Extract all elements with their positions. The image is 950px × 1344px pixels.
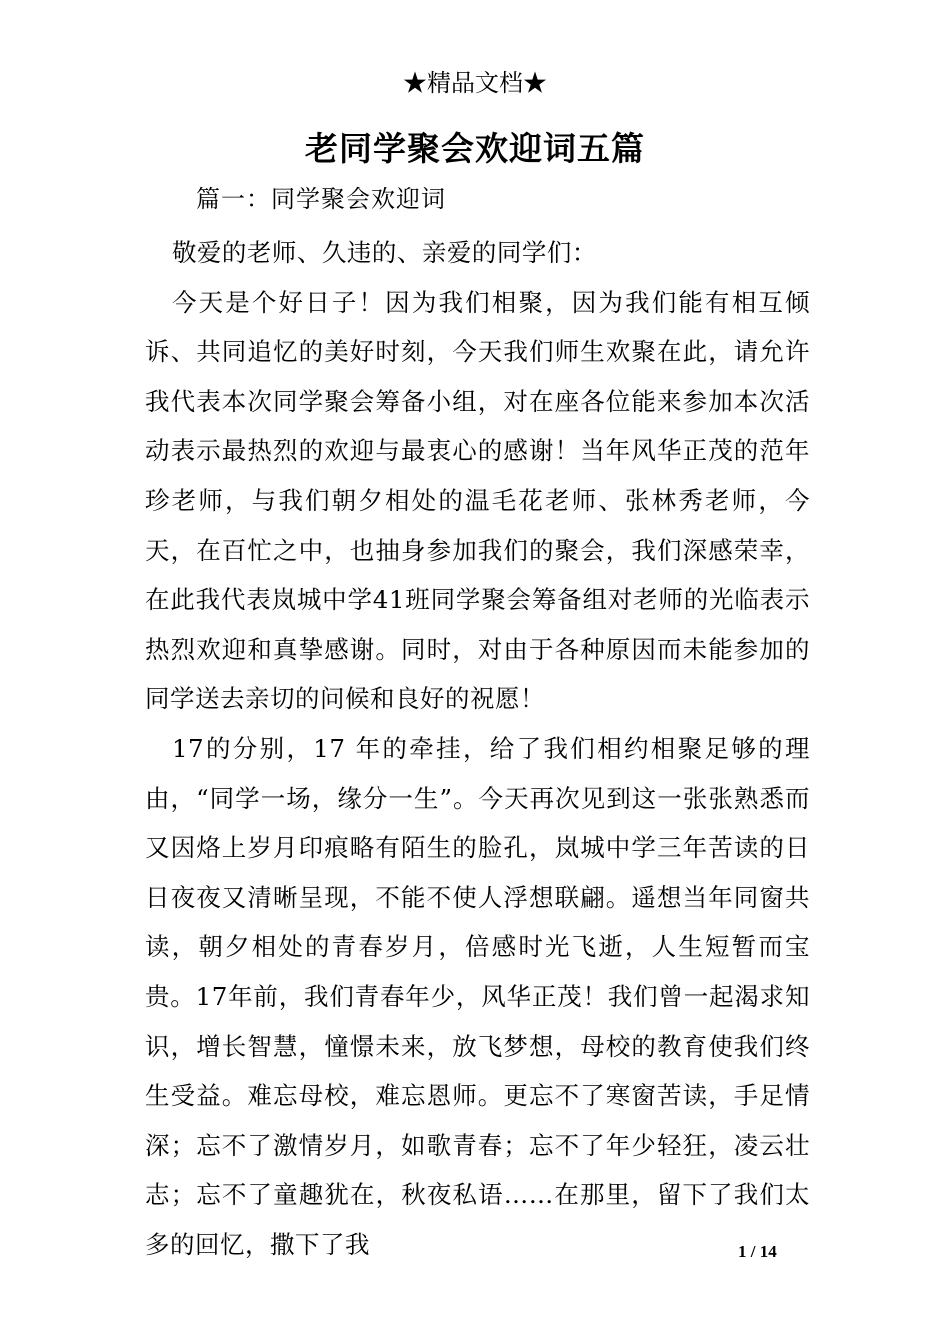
page-header: ★精品文档★ bbox=[403, 69, 547, 97]
document-title: 老同学聚会欢迎词五篇 bbox=[305, 129, 645, 168]
salutation-paragraph: 敬爱的老师、久违的、亲爱的同学们： bbox=[171, 238, 597, 267]
body-paragraph: 17的分别，17 年的牵挂，给了我们相约相聚足够的理由，“同学一场，缘分一生”。今天再次见到这一张张熟悉而又因烙上岁月印痕略有陌生的脸孔，岚城中学三年苦读的日日夜夜又清晰呈现，不能不使人浮想联翩。遥想当年同窗共读，朝夕相处的青春岁月，倍感时光飞逝，人生短暂而宝贵。17年前，我们青春年少，风华正茂！我们曾一起渴求知识，增长智慧，憧憬未来，放飞梦想，母校的教育使我们终生受益。难忘母校，难忘恩师。更忘不了寒窗苦读，手足情深；忘不了激情岁月，如歌青春；忘不了年少轻狂，凌云壮志；忘不了童趣犹在，秋夜私语……在那里，留下了我们太多的回忆，撒下了我 bbox=[145, 733, 810, 1259]
body-paragraph: 今天是个好日子！因为我们相聚，因为我们能有相互倾诉、共同追忆的美好时刻，今天我们师生欢聚在此，请允许我代表本次同学聚会筹备小组，对在座各位能来参加本次活动表示最热烈的欢迎与最衷心的感谢！当年风华正茂的范年珍老师，与我们朝夕相处的温毛花老师、张林秀老师，今天，在百忙之中，也抽身参加我们的聚会，我们深感荣幸，在此我代表岚城中学41班同学聚会筹备组对老师的光临表示热烈欢迎和真挚感谢。同时，对由于各种原因而未能参加的同学送去亲切的问候和良好的祝愿！ bbox=[145, 287, 810, 714]
page-number: 1 / 14 bbox=[738, 1242, 777, 1261]
document-body bbox=[145, 228, 810, 1269]
section-title: 篇一：同学聚会欢迎词 bbox=[196, 185, 446, 213]
